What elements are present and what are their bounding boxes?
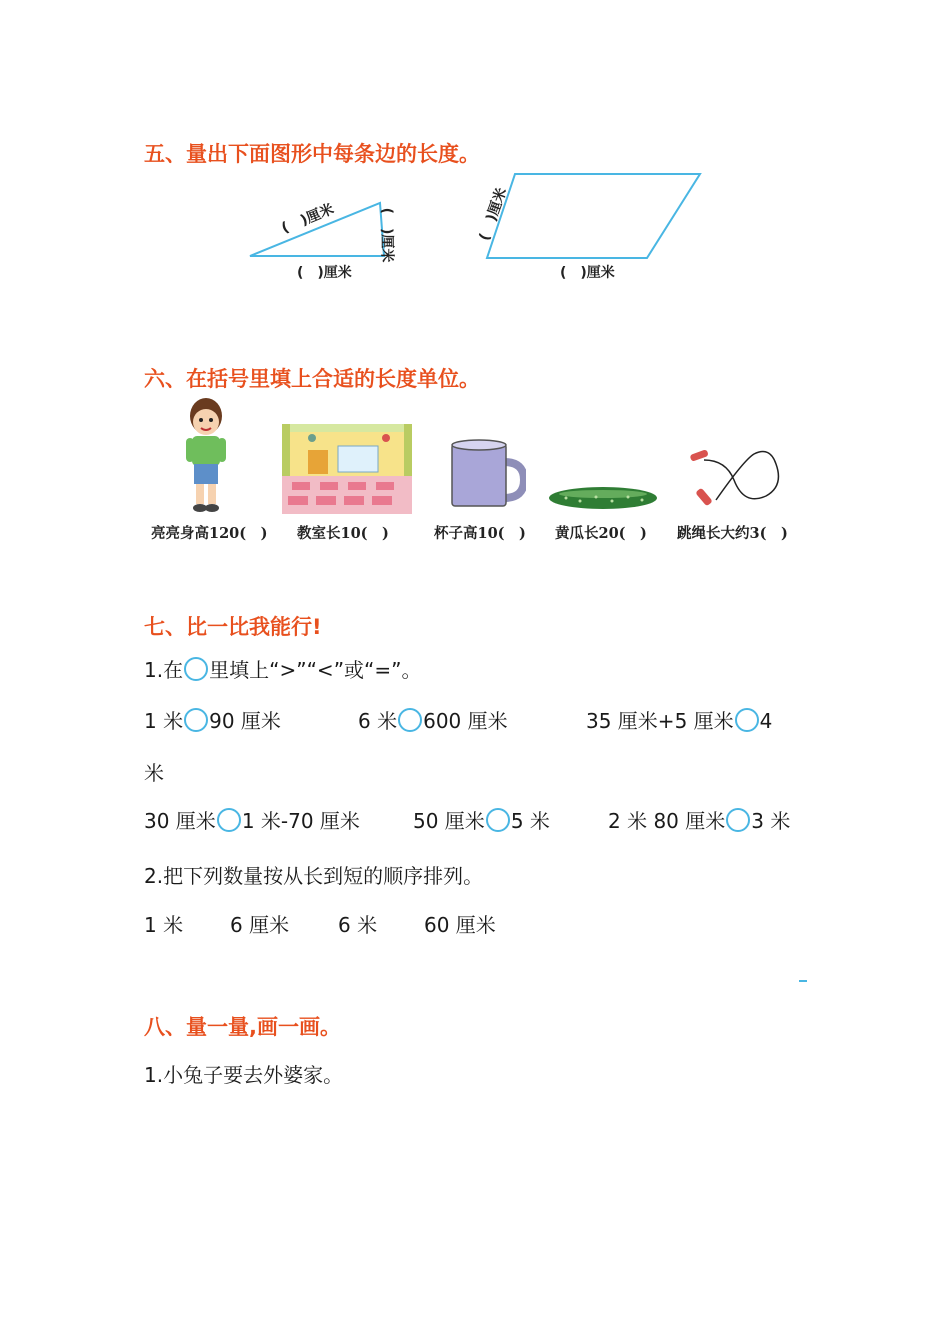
compare-item: 35 厘米+5 厘米 4: [586, 709, 773, 733]
compare-blank-circle[interactable]: [184, 708, 208, 732]
section8-q1: 1.小兔子要去外婆家。: [144, 1063, 344, 1087]
section6-heading: 六、在括号里填上合适的长度单位。: [144, 367, 480, 391]
classroom-picture: [282, 424, 412, 514]
cucumber-picture: [548, 484, 658, 512]
stray-mark: [799, 980, 807, 982]
caption-cucumber-length: 黄瓜长20( ): [555, 525, 647, 542]
quantity-item: 6 米: [338, 913, 378, 937]
compare-blank-circle[interactable]: [217, 808, 241, 832]
compare-item: 1 米 90 厘米: [144, 709, 281, 733]
triangle-base-label: ( )厘米: [297, 265, 352, 281]
caption-classroom-length: 教室长10( ): [297, 525, 389, 542]
caption-mug-height: 杯子高10( ): [434, 525, 526, 542]
quantity-item: 1 米: [144, 913, 184, 937]
q1-instruction: [144, 654, 422, 683]
boy-picture: [180, 396, 232, 514]
mug-picture: [448, 438, 526, 508]
triangle-hypotenuse-label: ( )厘米: [279, 201, 337, 237]
compare-blank-circle[interactable]: [486, 808, 510, 832]
compare-blank-circle[interactable]: [735, 708, 759, 732]
compare-item: 30 厘米 1 米-70 厘米: [144, 809, 360, 833]
caption-jump-rope-length: 跳绳长大约3( ): [677, 525, 788, 542]
quantity-item: 6 厘米: [230, 913, 290, 937]
q1-prefix: 1.在: [144, 658, 184, 682]
parallelogram-base-label: ( )厘米: [560, 265, 615, 281]
parallelogram-shape: [487, 174, 700, 258]
section8-heading: 八、量一量,画一画。: [144, 1015, 341, 1039]
jump-rope-picture: [686, 440, 806, 512]
q2-instruction: 2.把下列数量按从长到短的顺序排列。: [144, 864, 484, 888]
triangle-side-label: ( )厘米: [378, 207, 395, 263]
section7-heading: 七、比一比我能行!: [144, 615, 322, 639]
compare-blank-circle[interactable]: [398, 708, 422, 732]
answer-circle-icon: [184, 657, 208, 681]
quantity-item: 60 厘米: [424, 913, 496, 937]
compare-blank-circle[interactable]: [726, 808, 750, 832]
parallelogram-side-label: ( )厘米: [476, 185, 511, 243]
q1-suffix: 里填上“>”“<”或“=”。: [209, 658, 422, 682]
section5-heading: 五、量出下面图形中每条边的长度。: [144, 142, 480, 166]
row1-wrap-unit: 米: [144, 761, 164, 785]
compare-item: 50 厘米 5 米: [413, 809, 550, 833]
compare-item: 2 米 80 厘米 3 米: [608, 809, 791, 833]
compare-item: 6 米 600 厘米: [358, 709, 508, 733]
caption-boy-height: 亮亮身高120( ): [151, 525, 268, 542]
